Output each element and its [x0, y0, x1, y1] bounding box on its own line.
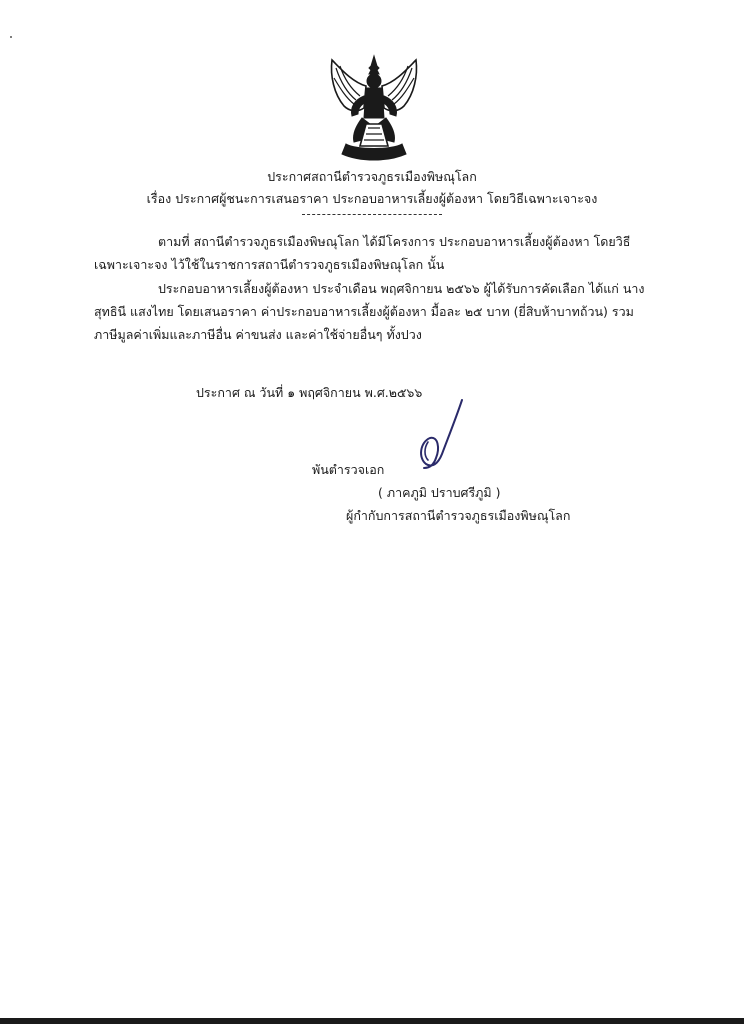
para2-line2: สุทธินี แสงไทย โดยเสนอราคา ค่าประกอบอาหารเลี้ยงผู้ต้องหา มื้อละ ๒๕ บาท (ยี่สิบห้าบาทถ้วน) รวม: [94, 304, 634, 319]
para2-line1: ประกอบอาหารเลี้ยงผู้ต้องหา ประจำเดือน พฤศจิกายน ๒๕๖๖ ผู้ได้รับการคัดเลือก ได้แก่ นาง: [158, 281, 645, 296]
announce-date: ประกาศ ณ วันที่ ๑ พฤศจิกายน พ.ศ.๒๕๖๖: [196, 385, 423, 400]
signatory-name: ( ภาคภูมิ ปราบศรีภูมิ ): [378, 485, 501, 500]
subject-line: เรื่อง ประกาศผู้ชนะการเสนอราคา ประกอบอาหารเลี้ยงผู้ต้องหา โดยวิธีเฉพาะเจาะจง: [146, 191, 598, 206]
signatory-rank: พันตำรวจเอก: [312, 462, 385, 477]
signatory-position: ผู้กำกับการสถานีตำรวจภูธรเมืองพิษณุโลก: [346, 508, 571, 523]
header-divider: [302, 214, 442, 215]
issuer-title: ประกาศสถานีตำรวจภูธรเมืองพิษณุโลก: [267, 169, 477, 184]
scan-bottom-edge: [0, 1018, 744, 1024]
handwritten-signature: [400, 398, 480, 474]
para1-line2: เฉพาะเจาะจง ไว้ใช้ในราชการสถานีตำรวจภูธรเมืองพิษณุโลก นั้น: [94, 257, 445, 272]
garuda-emblem-icon: [322, 54, 426, 164]
para2-line3: ภาษีมูลค่าเพิ่มและภาษีอื่น ค่าขนส่ง และค่าใช้จ่ายอื่นๆ ทั้งปวง: [94, 327, 422, 342]
scan-speck: [10, 36, 12, 38]
para1-line1: ตามที่ สถานีตำรวจภูธรเมืองพิษณุโลก ได้มีโครงการ ประกอบอาหารเลี้ยงผู้ต้องหา โดยวิธี: [158, 234, 631, 249]
